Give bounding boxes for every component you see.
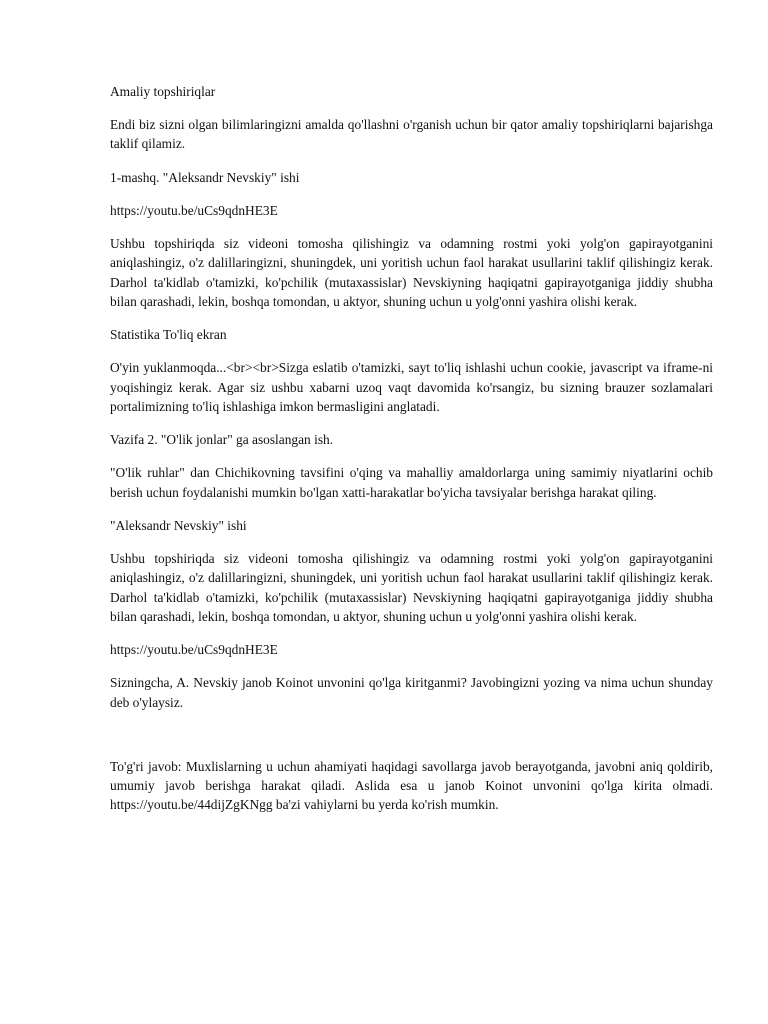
case-description: Ushbu topshiriqda siz videoni tomosha qilishingiz va odamning rostmi yoki yolg'on gapirayotganini aniqlashingiz, o'z dalillaringizni, shuningdek, uni yoritish uchun faol harakat usullarini taklif qilishingiz kerak. Darhol ta'kidlab o'tamizki, ko'pchilik (mutaxassislar) Nevskiyning haqiqatni gapirayotganiga jiddiy shubha bilan qarashadi, lekin, boshqa tomondan, u aktyor, shuning uchun u yolg'onni yashira olishi kerak. [110,550,713,624]
blank-spacer [110,726,713,757]
video-link: https://youtu.be/uCs9qdnHE3E [110,202,278,218]
statistics-fullscreen-text: Statistika To'liq ekran [110,327,227,343]
case-heading: "Aleksandr Nevskiy" ishi [110,517,247,533]
intro-paragraph: Endi biz sizni olgan bilimlaringizni amalda qo'llashni o'rganish uchun bir qator amaliy topshiriqlarni bajarishga taklif qilamiz. [110,117,713,152]
video-link-2: https://youtu.be/uCs9qdnHE3E [110,642,278,658]
document-page [110,82,713,828]
task-2-heading: Vazifa 2. "O'lik jonlar" ga asoslangan ish. [110,432,334,448]
exercise-1-description: Ushbu topshiriqda siz videoni tomosha qilishingiz va odamning rostmi yoki yolg'on gapirayotganini aniqlashingiz, o'z dalillaringizni, shuningdek, uni yoritish uchun faol harakat usullarini taklif qilishingiz kerak. Darhol ta'kidlab o'tamizki, ko'pchilik (mutaxassislar) Nevskiyning haqiqatni gapirayotganiga jiddiy shubha bilan qarashadi, lekin, boshqa tomondan, u aktyor, shuning uchun u yolg'onni yashira olishi kerak. [110,236,713,309]
task-2-description: "O'lik ruhlar" dan Chichikovning tavsifini o'qing va mahalliy amaldorlarga uning samimiy niyatlarini ochib berish uchun foydalanishi mumkin bo'lgan xatti-harakatlar bo'yicha tavsiyalar berishga harakat qiling. [110,465,713,500]
question-paragraph: Sizningcha, A. Nevskiy janob Koinot unvonini qo'lga kiritganmi? Javobingizni yozing va nima uchun shunday deb o'ylaysiz. [110,675,713,710]
game-loading-notice: O'yin yuklanmoqda...<br><br>Sizga eslatib o'tamizki, sayt to'liq ishlashi uchun cookie, javascript va iframe-ni yoqishingiz kerak. Agar siz ushbu xabarni uzoq vaqt davomida ko'rsangiz, bu sizning brauzer sozlamalari portalimizning to'liq ishlashiga imkon bermasligini anglatadi. [110,360,713,414]
answer-paragraph: To'g'ri javob: Muxlislarning u uchun ahamiyati haqidagi savollarga javob berayotganda, javobni aniq qoldirib, umumiy javob berishga harakat qiladi. Aslida esa u janob Koinot unvonini qo'lga kirita olmadi. https://youtu.be/44dijZgKNgg ba'zi vahiylarni bu yerda ko'rish mumkin. [110,758,713,813]
section-heading: Amaliy topshiriqlar [110,84,216,99]
exercise-1-heading: 1-mashq. "Aleksandr Nevskiy" ishi [110,169,300,185]
